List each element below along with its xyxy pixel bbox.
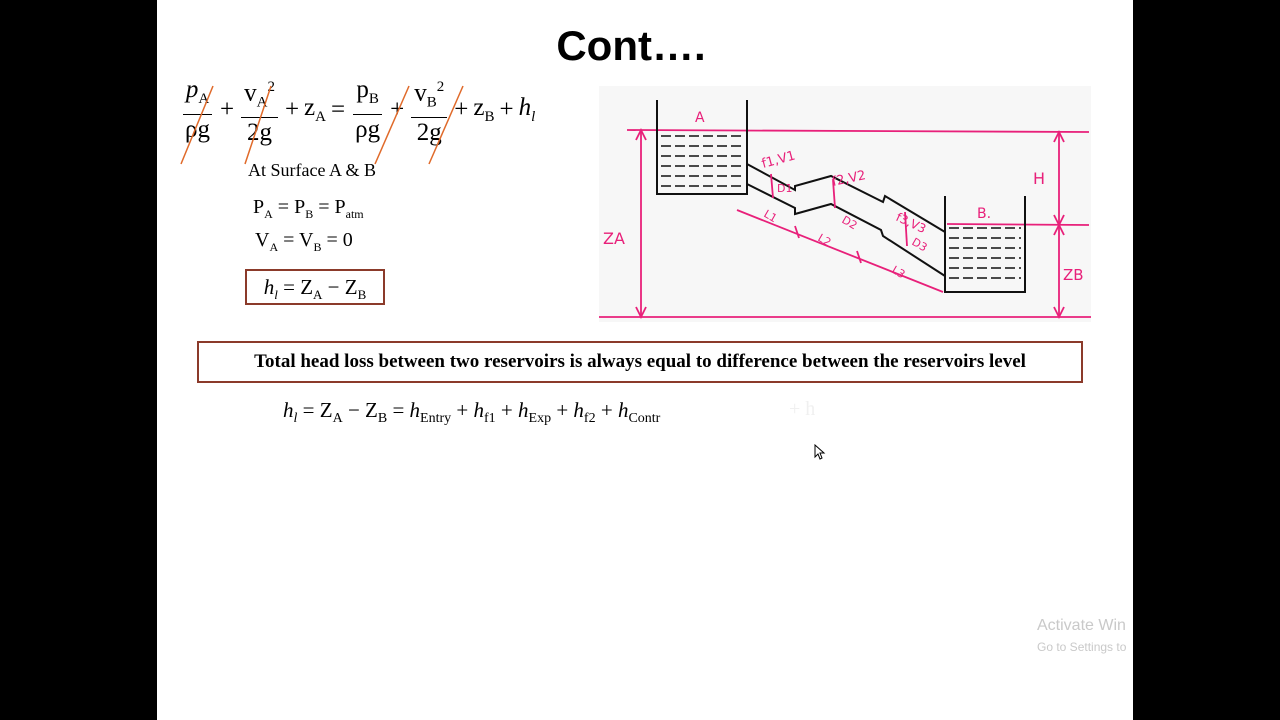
boxed-head-loss-equation: $h_l = Z_A - Z_B$ [245,269,385,305]
pressure-term-a: $\frac{p_A}{\rho g}$ [182,75,213,145]
velocity-term-a: $\frac{v_A^2}{2g}$ [241,72,278,148]
right-edge-strip [1121,0,1133,720]
mouse-cursor-icon [814,444,826,460]
energy-equation: $\frac{p_A}{\rho g}$ + $\frac{v_A^2}{2g}$ + $z_A$ = $\frac{p_B}{\rho g}$ + $\frac{v_B^2}{2g}$ + $z_B + h_l$ [180,72,535,148]
label-h: H [1033,169,1046,188]
label-reservoir-b: B. [977,206,992,222]
label-za: ZA [603,229,625,248]
surface-note: At Surface A & B [248,160,376,180]
level-line-b [947,224,1089,225]
label-zb: ZB [1063,266,1084,284]
pressure-equality: $P_A = P_B = P_{atm}$ [253,196,364,221]
pressure-term-b: $\frac{p_B}{\rho g}$ [355,76,381,144]
faded-next-term: + h [789,398,816,420]
key-statement-banner: Total head loss between two reservoirs is always equal to difference between the reservoirs level [197,341,1083,383]
label-l1: L1 [761,207,780,226]
label-f2v2: f2,V2 [830,168,868,190]
label-l3: L3 [889,263,908,282]
two-reservoir-pipe-diagram [599,86,1091,322]
elevation-term-a: $z_A$ [304,94,326,126]
head-loss-term: $h_l$ [518,94,536,126]
label-d1: D1 [777,182,793,195]
diagram-background [599,86,1091,322]
slide-title: Cont…. [556,22,706,69]
slide [157,0,1121,720]
head-loss-breakdown-equation: $h_l = Z_A - Z_B = h_{Entry} + h_{f1} + h_{Exp} + h_{f2} + h_{Contr}$ [283,398,661,427]
label-d2: D2 [839,213,860,233]
label-f3v3: f3,V3 [893,210,929,237]
velocity-term-b: $\frac{v_B^2}{2g}$ [411,72,447,148]
label-d3: D3 [909,235,930,255]
label-f1v1: f1,V1 [760,148,798,172]
label-l2: L2 [815,231,834,250]
activate-windows-hint: Go to Settings to [1037,640,1127,654]
activate-windows-watermark: Activate Win [1037,617,1126,634]
label-reservoir-a: A [695,110,705,126]
velocity-equality: $V_A = V_B = 0$ [255,229,353,254]
elevation-term-b: $z_B$ [473,94,495,126]
